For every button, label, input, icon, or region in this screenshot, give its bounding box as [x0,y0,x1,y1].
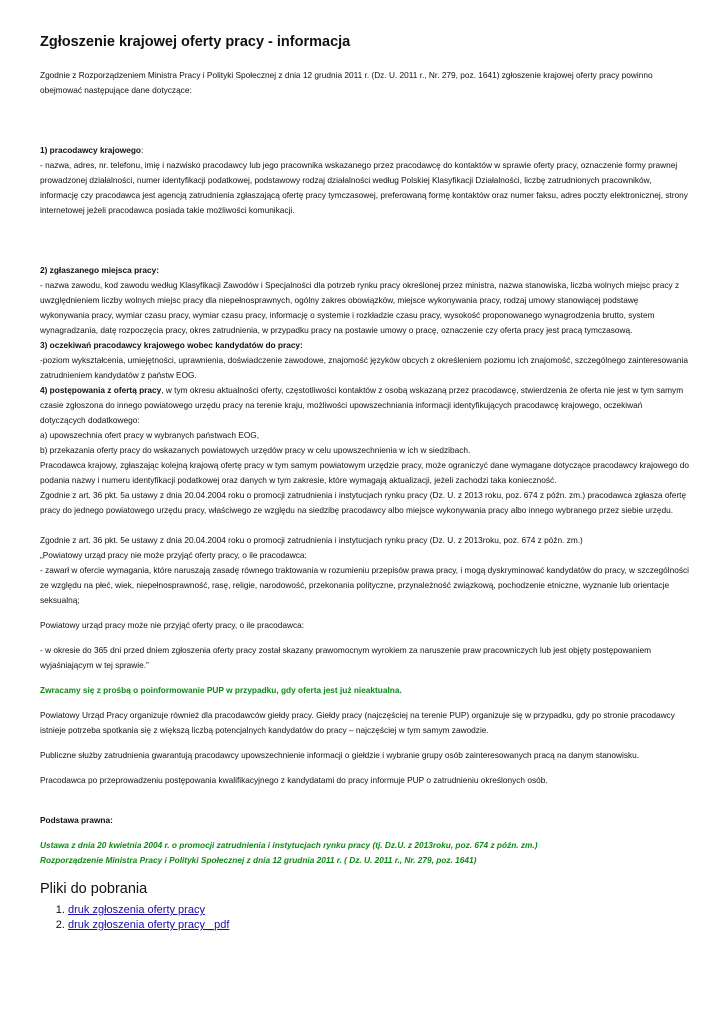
download-link-form[interactable]: druk zgłoszenia oferty pracy [68,904,205,916]
section-procedure [40,383,690,428]
page-title: Zgłoszenie krajowej oferty pracy - informacja [40,34,351,50]
downloads-list [40,903,690,933]
section-expectations-heading: 3) oczekiwań pracodawcy krajowego wobec kandydatów do pracy: [40,340,303,350]
section-procedure-heading: 4) postępowania z ofertą pracy [40,385,162,395]
legal-basis-act: Ustawa z dnia 20 kwietnia 2004 r. o promocji zatrudnienia i instytucjach rynku pracy (tj. Dz.U. z 2013roku, poz. 674 z późn. zm.) [40,840,538,850]
document-page [40,33,690,933]
procedure-text-3: Zgodnie z art. 36 pkt. 5a ustawy z dnia 20.04.2004 roku o promocji zatrudnienia i instytucjach rynku pracy (Dz. U. z 2013 roku, poz. 674 z późn. zm.) pracodawca zgłasza ofertę pracy do jednego powiatowego urzędu pracy, właściwego ze względu na siedzibę pracodawcy albo miejsce wykonywania pracy albo innego wybranego przez siebie urzędu. [40,490,687,515]
download-link-form-pdf[interactable]: druk zgłoszenia oferty pracy _pdf [68,919,230,931]
downloads-heading: Pliki do pobrania [40,881,148,897]
outdated-offer-notice: Zwracamy się z prośbą o poinformowanie PUP w przypadku, gdy oferta jest już nieaktualna. [40,685,402,695]
section-expectations-text: -poziom wykształcenia, umiejętności, uprawnienia, doświadczenie zawodowe, znajomość języków obcych z określeniem poziomu ich znajomość, szczególnego zainteresowania zatrudnieniem kandydatów z państw EOG. [40,355,688,380]
intro-paragraph: Zgodnie z Rozporządzeniem Ministra Pracy i Polityki Społecznej z dnia 12 grudnia 2011 r. (Dz. U. 2011 r., Nr. 279, poz. 1641) zgłoszenie krajowej oferty pracy powinno obejmować następujące dane dotyczące: [40,70,653,95]
download-item [68,903,690,918]
download-item [68,918,690,933]
section-procedure-text: , w tym okresu aktualności oferty, częstotliwości kontaktów z osobą wskazaną przez pracodawcę, stwierdzenia że oferta nie jest w tym samym czasie zgłoszona do innego powiatowego urzędu pracy na terenie kraju, możliwości upowszechniania informacji identyfikujących pracodawcę krajowego, oczekiwań dotyczących dodatkowego: [40,385,684,425]
section-job-heading: 2) zgłaszanego miejsca pracy: [40,265,159,275]
section-job-text: - nazwa zawodu, kod zawodu według Klasyfikacji Zawodów i Specjalności dla potrzeb rynku pracy określonej przez ministra, nazwa stanowiska, liczba wolnych miejsc pracy z uwzględnieniem liczby wolnych miejsc pracy dla niepełnosprawnych, ogólny zakres obowiązków, miejsce wykonywania pracy, rodzaj umowy stanowiącej podstawę wykonywania pracy, wymiar czasu pracy, wymiar czasu pracy, informację o systemie i rozkładzie czasu pracy, wysokość proponowanego wynagrodzenia brutto, system wynagradzania, datę rozpoczęcia pracy, okres zatrudnienia, w przypadku pracy na postawie umowy o pracę, oznaczenie czy oferta pracy jest pracą tymczasową. [40,280,680,335]
procedure-item-b: b) przekazania oferty pracy do wskazanych powiatowych urzędów pracy w celu upowszechnienia w ich w siedzibach. [40,445,471,455]
art36-line-2: „Powiatowy urząd pracy nie może przyjąć oferty pracy, o ile pracodawca: [40,550,307,560]
employer-informs-paragraph: Pracodawca po przeprowadzeniu postępowania kwalifikacyjnego z kandydatami do pracy informuje PUP o zatrudnieniu określonych osób. [40,775,548,785]
job-fairs-paragraph: Powiatowy Urząd Pracy organizuje również dla pracodawców giełdy pracy. Giełdy pracy (najczęściej na terenie PUP) organizuje się w przypadku, gdy po stronie pracodawcy istnieje potrzeba spotkania się z większą liczbą potencjalnych kandydatów do pracy – najczęściej w tym samym zawodzie. [40,710,675,735]
section-employer-heading: 1) pracodawcy krajowego [40,145,141,155]
art36-line-1: Zgodnie z art. 36 pkt. 5e ustawy z dnia 20.04.2004 roku o promocji zatrudnienia i instytucjach rynku pracy (Dz. U. z 2013roku, poz. 674 z późn. zm.) [40,535,583,545]
art36-line-3: - zawarł w ofercie wymagania, które naruszają zasadę równego traktowania w rozumieniu przepisów prawa pracy, i mogą dyskryminować kandydatów do pracy, w szczególności ze względu na płeć, wiek, niepełnosprawność, rasę, religie, narodowość, przekonania polityczne, przynależność związkową, pochodzenie etniczne, wyznanie lub orientacje seksualną; [40,565,689,605]
refuse-paragraph-2: - w okresie do 365 dni przed dniem zgłoszenia oferty pracy został skazany prawomocnym wyrokiem za naruszenie praw pracowniczych lub jest objęty postępowaniem wyjaśniającym w tej sprawie.” [40,645,652,670]
public-services-paragraph: Publiczne służby zatrudnienia gwarantują pracodawcy upowszechnienie informacji o giełdzie i wybranie grupy osób zainteresowanych pracą na danym stanowisku. [40,750,640,760]
legal-basis-regulation: Rozporządzenie Ministra Pracy i Polityki Społecznej z dnia 12 grudnia 2011 r. ( Dz. U. 2011 r., Nr. 279, poz. 1641) [40,855,477,865]
refuse-paragraph: Powiatowy urząd pracy może nie przyjąć oferty pracy, o ile pracodawca: [40,620,305,630]
procedure-item-a: a) upowszechnia ofert pracy w wybranych państwach EOG, [40,430,260,440]
procedure-text-2: Pracodawca krajowy, zgłaszając kolejną krajową ofertę pracy w tym samym powiatowym urzędzie pracy, może ograniczyć dane wymagane dotyczące pracodawcy krajowego do podania nazwy i numeru identyfikacji podatkowej oraz danych w tym zakresie, które wymagają aktualizacji, jeżeli zachodzi taka konieczność. [40,460,689,485]
section-employer: 1) pracodawcy krajowego: [40,145,144,155]
legal-basis-heading: Podstawa prawna: [40,815,113,825]
section-employer-text: - nazwa, adres, nr. telefonu, imię i nazwisko pracodawcy lub jego pracownika wskazanego przez pracodawcę do kontaktów w sprawie oferty pracy, oznaczenie formy prawnej prowadzonej działalności, numer identyfikacji podatkowej, podstawowy rodzaj działalności według Polskiej Klasyfikacji Działalności, liczbę zatrudnionych pracowników, informację czy pracodawca jest agencją zatrudnienia zgłaszającą ofertę pracy tymczasowej, preferowaną formę kontaktów oraz numer faksu, adres poczty elektronicznej, strony internetowej jeżeli pracodawca posiada takie możliwości komunikacji. [40,160,688,215]
